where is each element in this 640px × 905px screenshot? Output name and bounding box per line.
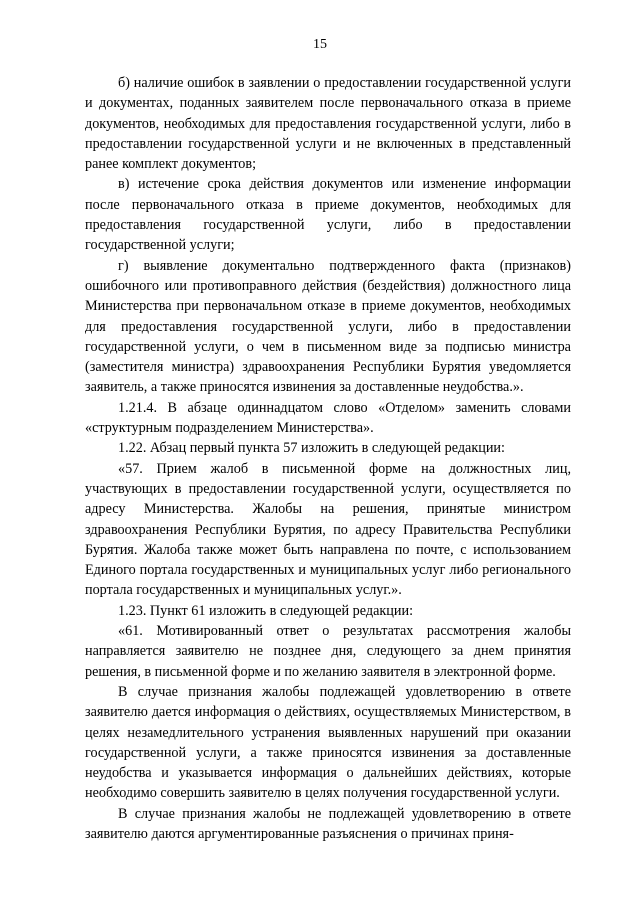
paragraph-1-21-4: 1.21.4. В абзаце одиннадцатом слово «Отделом» заменить словами «структурным подразделением Министерства». [85,399,571,437]
paragraph-1-22: 1.22. Абзац первый пункта 57 изложить в следующей редакции: [118,440,505,457]
page-number: 15 [313,37,327,52]
paragraph-point-57: «57. Прием жалоб в письменной форме на должностных лиц, участвующих в предоставлении государственной услуги, осуществляется по адресу Министерства. Жалобы на решения, принятые министром здравоохранения Республики Бурятия, по адресу Правительства Республики Бурятия. Жалоба также может быть направлена по почте, с использованием Единого портала государственных и муниципальных услуг либо регионального портала государственных и муниципальных услуг.». [85,460,571,599]
paragraph-complaint-satisfied: В случае признания жалобы подлежащей удовлетворению в ответе заявителю дается информация о действиях, осуществляемых Министерством, в целях незамедлительного устранения выявленных нарушений при оказании государственной услуги, а также приносятся извинения за доставленные неудобства и указывается информация о дальнейших действиях, которые необходимо совершить заявителю в целях получения государственной услуги. [85,683,571,802]
paragraph-v-expiry: в) истечение срока действия документов или изменение информации после первоначального отказа в приеме документов, необходимых для предоставления государственной услуги, либо в предоставлении государственной услуги; [85,176,571,254]
paragraph-b-errors: б) наличие ошибок в заявлении о предоставлении государственной услуги и документах, поданных заявителем после первоначального отказа в приеме документов, необходимых для предоставления государственной услуги, либо в предоставлении государственной услуги и не включенных в представленный ранее комплект документов; [85,75,571,173]
paragraph-g-erroneous-action: г) выявление документально подтвержденного факта (признаков) ошибочного или противоправного действия (бездействия) должностного лица Министерства при первоначальном отказе в приеме документов, необходимых для предоставления государственной услуги, либо в предоставлении государственной услуги, о чем в письменном виде за подписью министра (заместителя министра) здравоохранения Республики Бурятия уведомляется заявитель, а также приносятся извинения за доставленные неудобства.». [85,257,571,396]
document-body [85,73,571,844]
paragraph-point-61: «61. Мотивированный ответ о результатах рассмотрения жалобы направляется заявителю не позднее дня, следующего за днем принятия решения, в письменной форме и по желанию заявителя в электронной форме. [85,623,571,680]
paragraph-complaint-rejected: В случае признания жалобы не подлежащей удовлетворению в ответе заявителю даются аргументированные разъяснения о причинах приня- [85,805,571,842]
paragraph-1-23: 1.23. Пункт 61 изложить в следующей редакции: [118,602,414,619]
